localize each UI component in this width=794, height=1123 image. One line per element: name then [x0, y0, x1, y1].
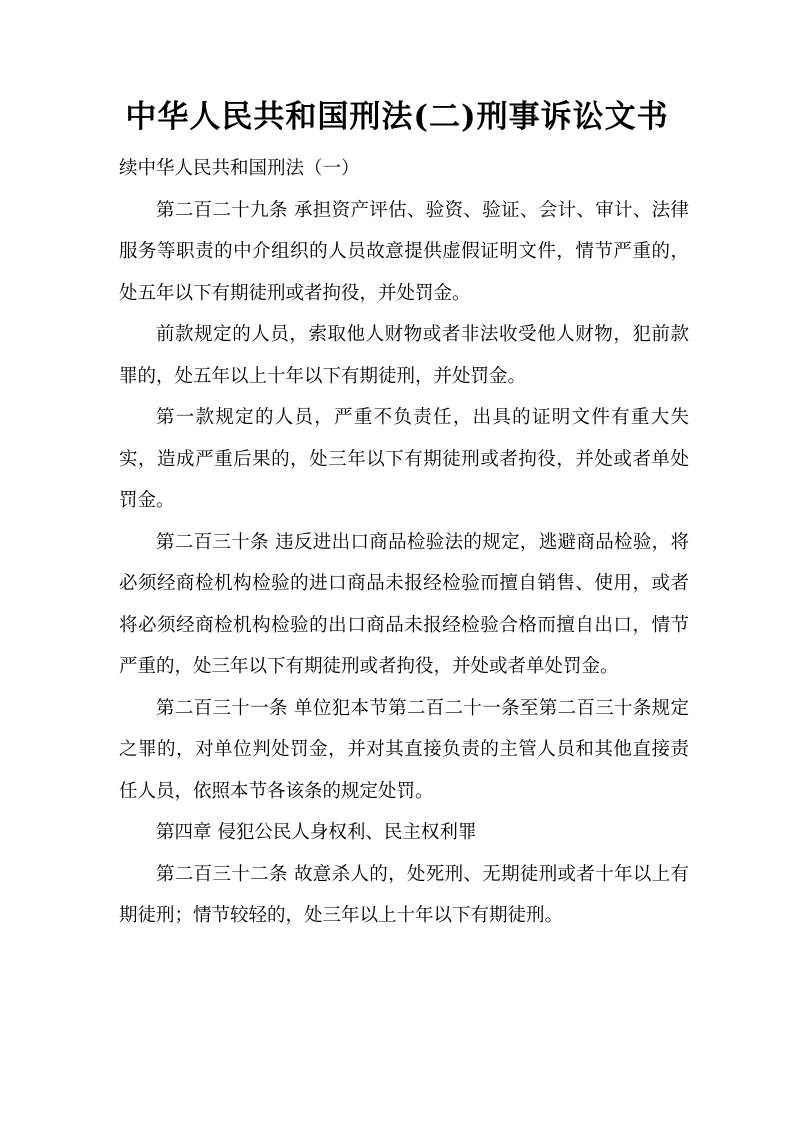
- paragraph-intro: 续中华人民共和国刑法（一）: [119, 158, 360, 179]
- paragraph-article-229: 第二百二十九条 承担资产评估、验资、验证、会计、审计、法律服务等职责的中介组织的人员故意提供虚假证明文件，情节严重的，处五年以下有期徒刑或者拘役，并处罚金。: [119, 199, 689, 304]
- paragraph-article-229-clause-2: 前款规定的人员，索取他人财物或者非法收受他人财物，犯前款罪的，处五年以上十年以下有期徒刑，并处罚金。: [119, 324, 689, 387]
- paragraph-article-232: 第二百三十二条 故意杀人的，处死刑、无期徒刑或者十年以上有期徒刑；情节较轻的，处三年以上十年以下有期徒刑。: [119, 863, 689, 926]
- paragraph-article-231: 第二百三十一条 单位犯本节第二百二十一条至第二百三十条规定之罪的，对单位判处罚金，并对其直接负责的主管人员和其他直接责任人员，依照本节各该条的规定处罚。: [119, 697, 689, 802]
- paragraph-article-230: 第二百三十条 违反进出口商品检验法的规定，逃避商品检验，将必须经商检机构检验的进口商品未报经检验而擅自销售、使用，或者将必须经商检机构检验的出口商品未报经检验合格而擅自出口，情节严重的，处三年以下有期徒刑或者拘役，并处或者单处罚金。: [119, 531, 689, 677]
- paragraph-article-229-clause-3: 第一款规定的人员，严重不负责任，出具的证明文件有重大失实，造成严重后果的，处三年以下有期徒刑或者拘役，并处或者单处罚金。: [119, 407, 689, 511]
- document-body: [119, 148, 689, 937]
- document-title: 中华人民共和国刑法(二)刑事诉讼文书: [125, 99, 669, 135]
- paragraph-chapter-4-heading: 第四章 侵犯公民人身权利、民主权利罪: [156, 822, 477, 843]
